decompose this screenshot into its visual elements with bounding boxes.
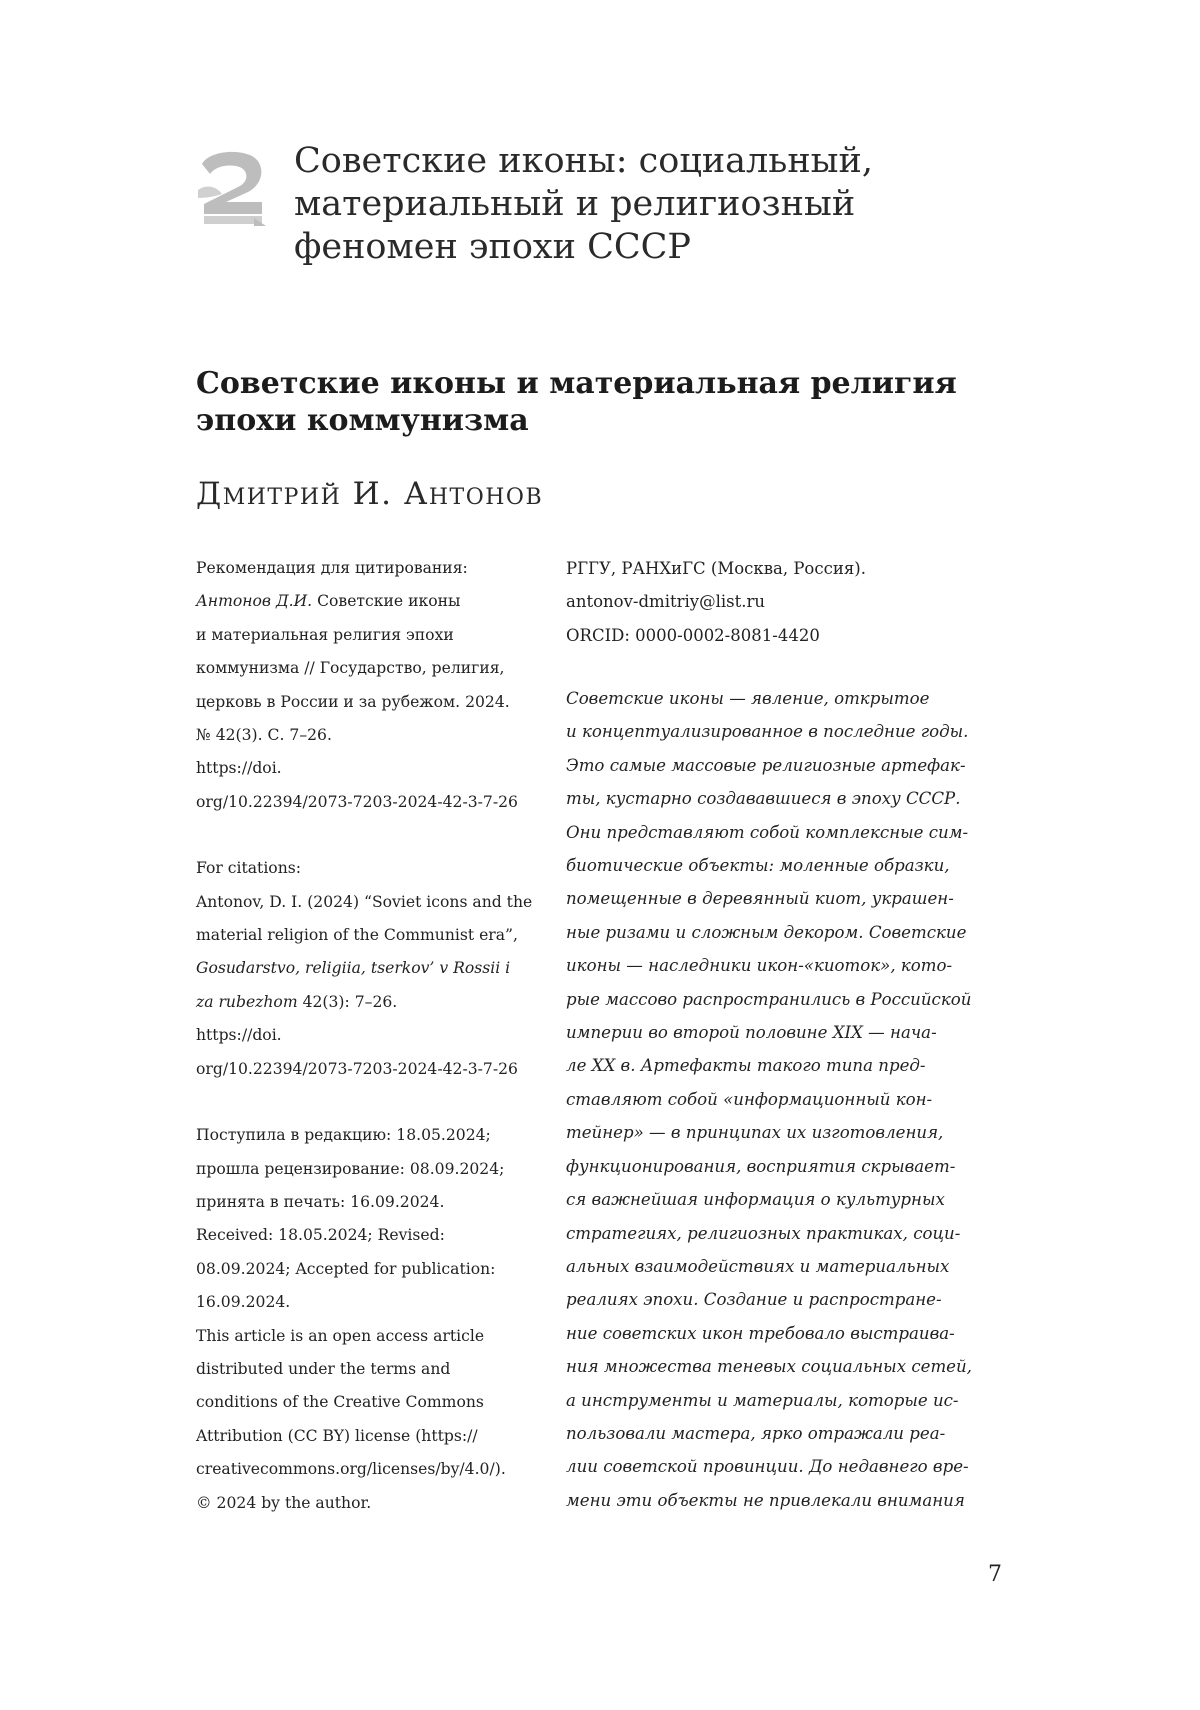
article-title <box>196 365 1016 439</box>
abstract-line: биотические объекты: моленные образки, <box>566 856 950 876</box>
author-affiliation <box>566 552 1006 652</box>
history-line: Received: 18.05.2024; Revised: <box>196 1226 445 1245</box>
abstract-line: пользовали мастера, ярко отражали реа- <box>566 1423 946 1443</box>
citation-en-doi-link[interactable]: https://doi. <box>196 1026 282 1045</box>
license-line: conditions of the Creative Commons <box>196 1393 484 1412</box>
citation-ru-line: коммунизма // Государство, религия, <box>196 659 505 678</box>
history-line: принята в печать: 16.09.2024. <box>196 1192 445 1211</box>
abstract-line: ты, кустарно создававшиеся в эпоху СССР. <box>566 789 961 809</box>
license-link[interactable]: creativecommons.org/licenses/by/4.0/). <box>196 1460 506 1479</box>
citation-ru-line: № 42(3). С. 7–26. <box>196 726 332 745</box>
section-title <box>294 140 1054 269</box>
citation-en-issue: 42(3): 7–26. <box>297 992 398 1011</box>
abstract-line: Это самые массовые религиозные артефак- <box>566 755 966 775</box>
author-email-link[interactable]: antonov-dmitriy@list.ru <box>566 592 765 612</box>
abstract-line: ставляют собой «информационный кон- <box>566 1089 933 1109</box>
spacer <box>196 1086 556 1119</box>
abstract-line: и концептуализированное в последние годы. <box>566 722 969 742</box>
abstract-line: тейнер» — в принципах их изготовления, <box>566 1123 944 1143</box>
history-line: 16.09.2024. <box>196 1293 291 1312</box>
citation-ru-line: церковь в России и за рубежом. 2024. <box>196 692 510 711</box>
abstract-line: иконы — наследники икон-«киоток», кото- <box>566 956 953 976</box>
section-title-line: материальный и религиозный <box>294 184 856 224</box>
history-line: прошла рецензирование: 08.09.2024; <box>196 1159 505 1178</box>
history-line: Поступила в редакцию: 18.05.2024; <box>196 1126 491 1145</box>
journal-logo-icon <box>196 150 268 226</box>
history-line: 08.09.2024; Accepted for publication: <box>196 1259 496 1278</box>
citation-en-doi-link[interactable]: org/10.22394/2073-7203-2024-42-3-7-26 <box>196 1059 518 1078</box>
abstract-line: стратегиях, религиозных практиках, соци- <box>566 1223 961 1243</box>
section-title-line: Советские иконы: социальный, <box>294 141 873 181</box>
citation-ru-line: и материальная религия эпохи <box>196 625 454 644</box>
abstract <box>566 682 1006 1517</box>
page-number: 7 <box>988 1562 1002 1587</box>
author-name: Дмитрий И. Антонов <box>196 476 544 512</box>
citation-sidebar <box>196 552 556 1520</box>
abstract-line: функционирования, восприятия скрывает- <box>566 1156 956 1176</box>
citation-en-label: For citations: <box>196 859 301 878</box>
abstract-line: империи во второй половине XIX — нача- <box>566 1023 937 1043</box>
citation-ru-doi-link[interactable]: https://doi. <box>196 759 282 778</box>
abstract-line: лии советской провинции. До недавнего вре- <box>566 1457 969 1477</box>
license-line: distributed under the terms and <box>196 1359 451 1378</box>
citation-ru-line <box>196 585 556 618</box>
abstract-line: а инструменты и материалы, которые ис- <box>566 1390 959 1410</box>
affiliation-org: РГГУ, РАНХиГС (Москва, Россия). <box>566 559 866 578</box>
abstract-line: ле XX в. Артефакты такого типа пред- <box>566 1056 926 1076</box>
abstract-line: реалиях эпохи. Создание и распростране- <box>566 1290 942 1310</box>
citation-en-journal: Gosudarstvo, religiia, tserkov’ v Rossii i <box>196 959 511 978</box>
author-orcid: ORCID: 0000-0002-8081-4420 <box>566 625 820 645</box>
abstract-line: ния множества теневых социальных сетей, <box>566 1357 972 1377</box>
license-line: This article is an open access article <box>196 1326 485 1345</box>
citation-ru-author: Антонов Д.И. <box>196 592 313 611</box>
citation-ru-label: Рекомендация для цитирования: <box>196 559 468 577</box>
section-title-line: феномен эпохи СССР <box>294 227 691 267</box>
citation-en-journal: za rubezhom <box>196 992 298 1011</box>
article-title-line: эпохи коммунизма <box>196 403 529 438</box>
citation-ru-title-start: Советские иконы <box>312 592 461 611</box>
citation-en-line <box>196 986 556 1019</box>
abstract-line: Советские иконы — явление, открытое <box>566 689 930 708</box>
abstract-line: помещенные в деревянный киот, украшен- <box>566 889 954 909</box>
license-line: Attribution (CC BY) license (https:// <box>196 1426 478 1445</box>
abstract-line: ные ризами и сложным декором. Советские <box>566 922 967 942</box>
abstract-line: ние советских икон требовало выстраива- <box>566 1323 955 1343</box>
article-title-line: Советские иконы и материальная религия <box>196 366 957 401</box>
abstract-line: рые массово распространились в Российской <box>566 989 972 1009</box>
abstract-line: мени эти объекты не привлекали внимания <box>566 1490 965 1510</box>
citation-ru-doi-link[interactable]: org/10.22394/2073-7203-2024-42-3-7-26 <box>196 792 518 811</box>
citation-en-line: material religion of the Communist era”, <box>196 926 518 945</box>
abstract-line: Они представляют собой комплексные сим- <box>566 822 969 842</box>
copyright-line: © 2024 by the author. <box>196 1493 372 1512</box>
abstract-line: ся важнейшая информация о культурных <box>566 1190 945 1210</box>
abstract-line: альных взаимодействиях и материальных <box>566 1256 950 1276</box>
citation-en-line: Antonov, D. I. (2024) “Soviet icons and the <box>196 892 533 911</box>
spacer <box>196 819 556 852</box>
